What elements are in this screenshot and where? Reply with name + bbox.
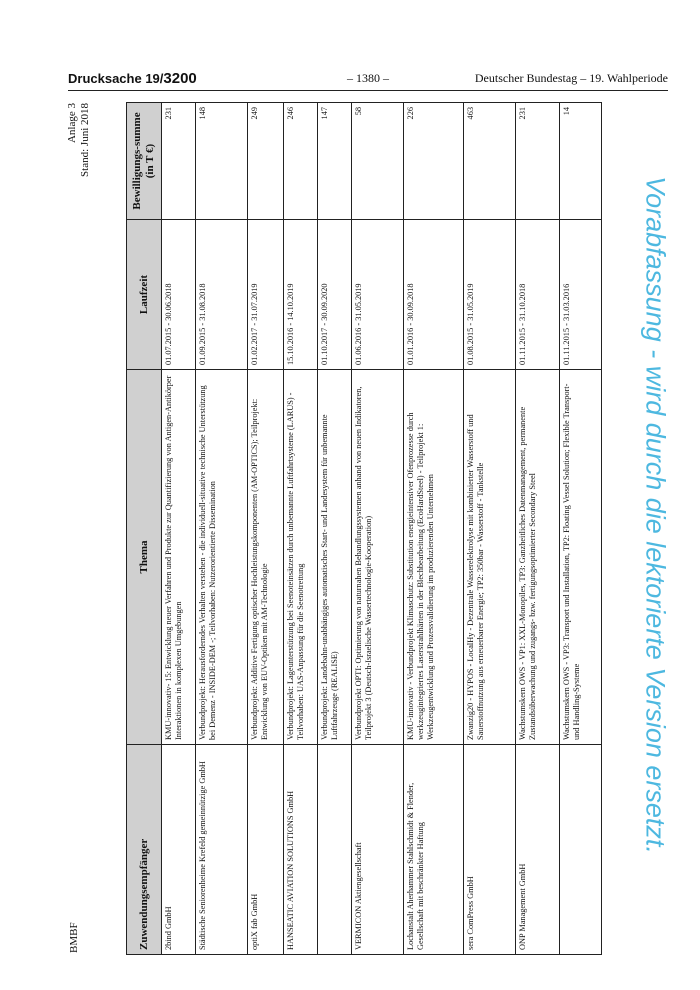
draft-watermark	[620, 120, 690, 910]
amount-cell: 147	[318, 103, 352, 220]
recipient-cell: optiX fab GmbH	[248, 745, 284, 955]
recipient-cell: ONP Management GmbH	[516, 745, 560, 955]
recipient-cell: HANSEATIC AVIATION SOLUTIONS GmbH	[284, 745, 318, 955]
table-header-row	[127, 103, 162, 955]
period-cell: 01.01.2016 - 30.09.2018	[404, 220, 464, 370]
amount-cell: 463	[464, 103, 516, 220]
topic-cell: Verbundprojekt: Herausforderndes Verhalten verstehen - die individuell-situative technische Unterstützung bei Demenz - INSIDE-DEM -; Teilvorhaben: Nutzerorientierte Dissemination	[196, 370, 248, 745]
period-cell: 15.10.2016 - 14.10.2019	[284, 220, 318, 370]
period-cell: 01.08.2015 - 31.05.2019	[464, 220, 516, 370]
period-cell: 01.02.2017 - 31.07.2019	[248, 220, 284, 370]
document-number-value: 3200	[163, 70, 197, 87]
table-row	[318, 103, 352, 955]
topic-cell: Zwanzig20 - HYPOS - LocalHy - Dezentrale Wasserelektrolyse mit kombinierter Wasserstoff und Sauerstoffnutzung aus erneuerbarer Energie; TP2: 350bar - Wasserstoff - Tankstelle	[464, 370, 516, 745]
page-number: – 1380 –	[347, 71, 389, 85]
table-row	[560, 103, 602, 955]
period-cell: 01.06.2016 - 31.05.2019	[352, 220, 404, 370]
amount-cell: 249	[248, 103, 284, 220]
table-row	[196, 103, 248, 955]
table-row	[248, 103, 284, 955]
annex-label	[66, 103, 92, 177]
table-row	[464, 103, 516, 955]
column-header-amount: Bewilligungs-summe (in T €)	[127, 103, 162, 220]
ministry-label: BMBF	[68, 922, 80, 953]
amount-cell: 246	[284, 103, 318, 220]
period-cell: 01.09.2015 - 31.08.2018	[196, 220, 248, 370]
amount-cell: 14	[560, 103, 602, 220]
page-header	[68, 70, 668, 92]
table-row	[284, 103, 318, 955]
amount-cell: 148	[196, 103, 248, 220]
amount-cell: 231	[516, 103, 560, 220]
recipient-cell	[560, 745, 602, 955]
header-rule	[68, 90, 668, 91]
recipient-cell	[318, 745, 352, 955]
topic-cell: Verbundprojekt: Landebahn-unabhängiges automatisches Start- und Landesystem für unbemannte Luftfahrzeuge (REALISE)	[318, 370, 352, 745]
topic-cell: Verbundprojekt: Lageunterstützung bei Seenoteinsätzen durch unbemannte Luftfahrtsysteme (LARUS) - Teilvorhaben: UAS-Anpassung für die Seenotrettung	[284, 370, 318, 745]
topic-cell: Verbundprojekt: Additive Fertigung optischer Hochleistungskomponenten (AM-OPTICS); Teilprojekt: Entwicklung von EUV-Optiken mit AM-Technologie	[248, 370, 284, 745]
topic-cell: Verbundprojekt OPTI: Optimierung von naturnahen Behandlungssystemen anhand von neuen Indikatoren, Teilprojekt 3 (Deutsch-Israelische Wassertechnologie-Kooperation)	[352, 370, 404, 745]
period-cell: 01.11.2015 - 31.10.2018	[516, 220, 560, 370]
table-row	[516, 103, 560, 955]
grants-table	[126, 102, 602, 955]
recipient-cell: 2bind GmbH	[162, 745, 196, 955]
period-cell: 01.10.2017 - 30.09.2020	[318, 220, 352, 370]
amount-cell: 231	[162, 103, 196, 220]
period-cell: 01.07.2015 - 30.06.2018	[162, 220, 196, 370]
column-header-recipient: Zuwendungsempfänger	[127, 745, 162, 955]
topic-cell: KMU-innovativ - Verbundprojekt Klimaschutz: Substitution energieintensiver Ofenprozesse durch werkzeugintegriertes Laserstrahlhärten in der Blechbearbeitung (EcoHardSteel) - Teilprojekt 1: Werkzeugentwicklung und Prozessvalidierung im produzierenden Unternehmen	[404, 370, 464, 745]
amount-cell: 226	[404, 103, 464, 220]
recipient-cell: sera ComPress GmbH	[464, 745, 516, 955]
rotated-content	[66, 97, 616, 957]
recipient-cell: VERMICON Aktiengesellschaft	[352, 745, 404, 955]
table-row	[162, 103, 196, 955]
publisher: Deutscher Bundestag – 19. Wahlperiode	[474, 71, 668, 85]
topic-cell: Wachstumskern OWS - VP1: XXL-Monopiles, TP3: Ganzheitliches Datenmanagement, permanente Zustandsüberwachung und zugangs- bzw. fertigungsoptimierter Secondary Steel	[516, 370, 560, 745]
annex-date: Stand: Juni 2018	[79, 103, 91, 177]
table-row	[404, 103, 464, 955]
amount-cell: 58	[352, 103, 404, 220]
column-header-period: Laufzeit	[127, 220, 162, 370]
table-row	[352, 103, 404, 955]
period-cell: 01.11.2015 - 31.03.2016	[560, 220, 602, 370]
recipient-cell: Lochanstalt Aherhammer Stahlschmidt & Flender, Gesellschaft mit beschränkter Haftung	[404, 745, 464, 955]
column-header-topic: Thema	[127, 370, 162, 745]
topic-cell: Wachstumskern OWS - VP3: Transport und Installation, TP2: Floating Vessel Solution; Flexible Transport- und Handling-Systeme	[560, 370, 602, 745]
topic-cell: KMU-innovativ- 15: Entwicklung neuer Verfahren und Produkte zur Quantifizierung von Antigen-Antikörper Interaktionen in komplexen Umgebungen	[162, 370, 196, 745]
watermark-text: Vorabfassung - wird durch die lektorierte Version ersetzt.	[640, 176, 671, 854]
document-number-prefix: Drucksache 19/	[68, 71, 164, 86]
recipient-cell: Städtische Seniorenheime Krefeld gemeinnützige GmbH	[196, 745, 248, 955]
annex-title: Anlage 3	[66, 103, 78, 144]
